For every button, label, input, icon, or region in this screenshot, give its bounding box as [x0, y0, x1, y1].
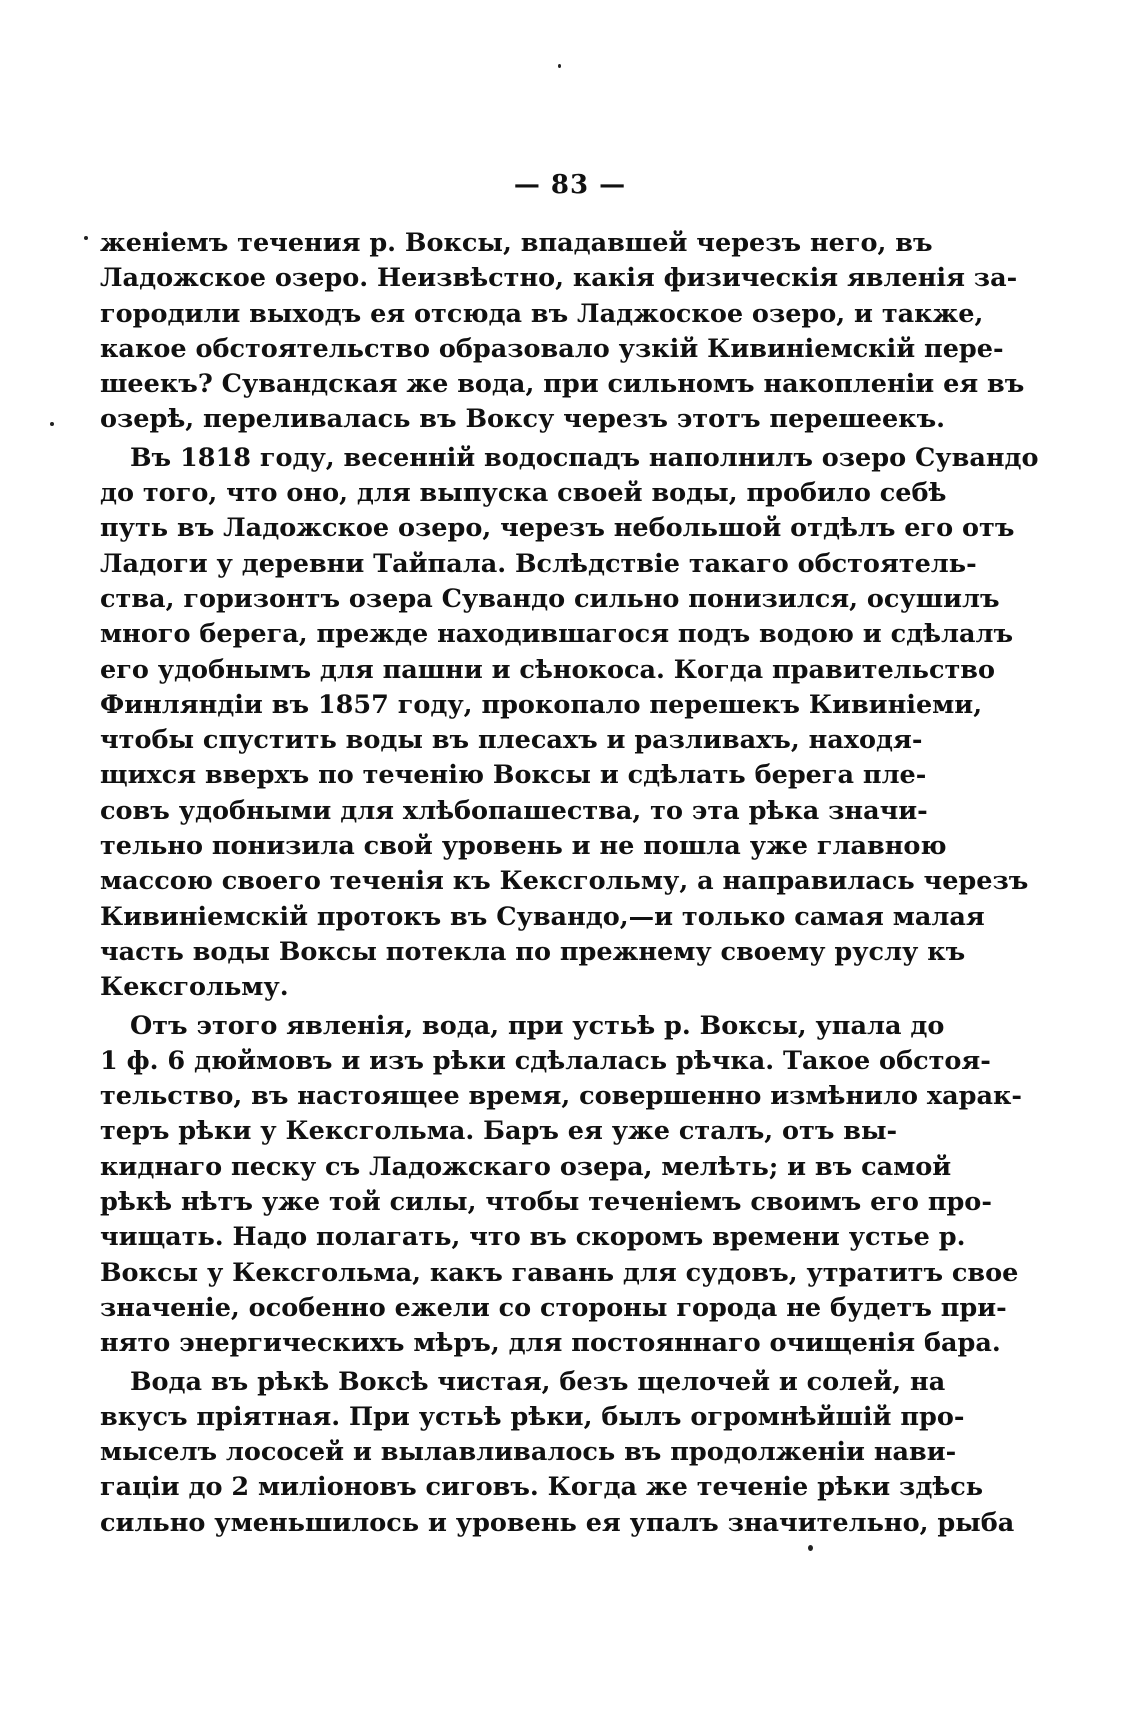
text-line: Кивиніемскій протокъ въ Сувандо,—и только самая малая — [100, 901, 985, 932]
text-line: Ладожское озеро. Неизвѣстно, какія физическія явленія за- — [100, 263, 1018, 294]
text-line: Ладоги у деревни Тайпала. Вслѣдствіе такаго обстоятель- — [100, 548, 977, 579]
paragraph-3 — [100, 1009, 1023, 1362]
text-line: чтобы спустить воды въ плесахъ и разливахъ, находя- — [100, 725, 923, 756]
text-line: совъ удобными для хлѣбопашества, то эта рѣка значи- — [100, 795, 928, 826]
text-line: теръ рѣки у Кексгольма. Баръ ея уже сталъ, отъ вы- — [100, 1116, 898, 1147]
text-line: мыселъ лососей и вылавливалось въ продолженіи нави- — [100, 1437, 957, 1468]
paragraph-1 — [100, 226, 1025, 438]
text-line: Вода въ рѣкѣ Воксѣ чистая, безъ щелочей и солей, на — [130, 1366, 946, 1397]
text-line: Отъ этого явленія, вода, при устьѣ р. Воксы, упала до — [130, 1010, 945, 1041]
text-line: путь въ Ладожское озеро, черезъ небольшой отдѣлъ его отъ — [100, 513, 1015, 544]
page-number: — 83 — — [513, 170, 627, 200]
text-line: Воксы у Кексгольма, какъ гавань для судовъ, утратитъ свое — [100, 1257, 1019, 1288]
text-line: много берега, прежде находившагося подъ водою и сдѣлалъ — [100, 619, 1014, 650]
text-line: женіемъ течения р. Воксы, впадавшей черезъ него, въ — [100, 228, 933, 258]
text-line: его удобнымъ для пашни и сѣнокоса. Когда правительство — [100, 654, 996, 685]
scan-speck — [558, 64, 561, 68]
text-line: вкусъ пріятная. При устьѣ рѣки, былъ огромнѣйшій про- — [100, 1401, 965, 1432]
text-line: 1 ф. 6 дюймовъ и изъ рѣки сдѣлалась рѣчка. Такое обстоя- — [100, 1045, 991, 1076]
paragraph-4 — [100, 1365, 1015, 1541]
text-line: городили выходъ ея отсюда въ Ладжоское озеро, и также, — [100, 298, 984, 329]
text-line: чищать. Надо полагать, что въ скоромъ времени устье р. — [100, 1222, 966, 1253]
text-line: нято энергическихъ мѣръ, для постояннаго очищенія бара. — [100, 1328, 1001, 1359]
text-line: сильно уменьшилось и уровень ея упалъ значительно, рыба — [100, 1507, 1015, 1538]
text-line: шеекъ? Сувандская же вода, при сильномъ накопленіи ея въ — [100, 369, 1025, 400]
paragraph-2 — [100, 441, 1039, 1006]
text-line: Кексгольму. — [100, 972, 289, 1003]
text-line: часть воды Воксы потекла по прежнему своему руслу къ — [100, 936, 966, 967]
text-line: Финляндіи въ 1857 году, прокопало перешекъ Кивиніеми, — [100, 689, 983, 720]
text-line: тельство, въ настоящее время, совершенно измѣнило харак- — [100, 1081, 1023, 1112]
text-line: гаціи до 2 миліоновъ сиговъ. Когда же теченіе рѣки здѣсь — [100, 1472, 984, 1503]
scan-speck — [808, 1545, 813, 1551]
text-line: значеніе, особенно ежели со стороны города не будетъ при- — [100, 1292, 1007, 1323]
text-line: Въ 1818 году, весенній водоспадъ наполнилъ озеро Сувандо — [130, 442, 1039, 473]
text-line: какое обстоятельство образовало узкій Кивиніемскій пере- — [100, 333, 1004, 364]
text-line: массою своего теченія къ Кексгольму, а направилась черезъ — [100, 866, 1029, 897]
text-line: озерѣ, переливалась въ Воксу черезъ этотъ перешеекъ. — [100, 404, 946, 435]
text-line: щихся вверхъ по теченію Воксы и сдѣлать берега пле- — [100, 760, 927, 791]
scan-speck — [50, 422, 54, 426]
text-line: до того, что оно, для выпуска своей воды, пробило себѣ — [100, 478, 947, 509]
text-line: ства, горизонтъ озера Сувандо сильно понизился, осушилъ — [100, 583, 1000, 614]
text-line: киднаго песку съ Ладожскаго озера, мелѣть; и въ самой — [100, 1151, 952, 1182]
text-line: тельно понизила свой уровень и не пошла уже главною — [100, 831, 947, 862]
body-text — [100, 226, 1039, 1541]
text-line: рѣкѣ нѣтъ уже той силы, чтобы теченіемъ своимъ его про- — [100, 1187, 992, 1218]
scan-speck — [84, 236, 88, 240]
